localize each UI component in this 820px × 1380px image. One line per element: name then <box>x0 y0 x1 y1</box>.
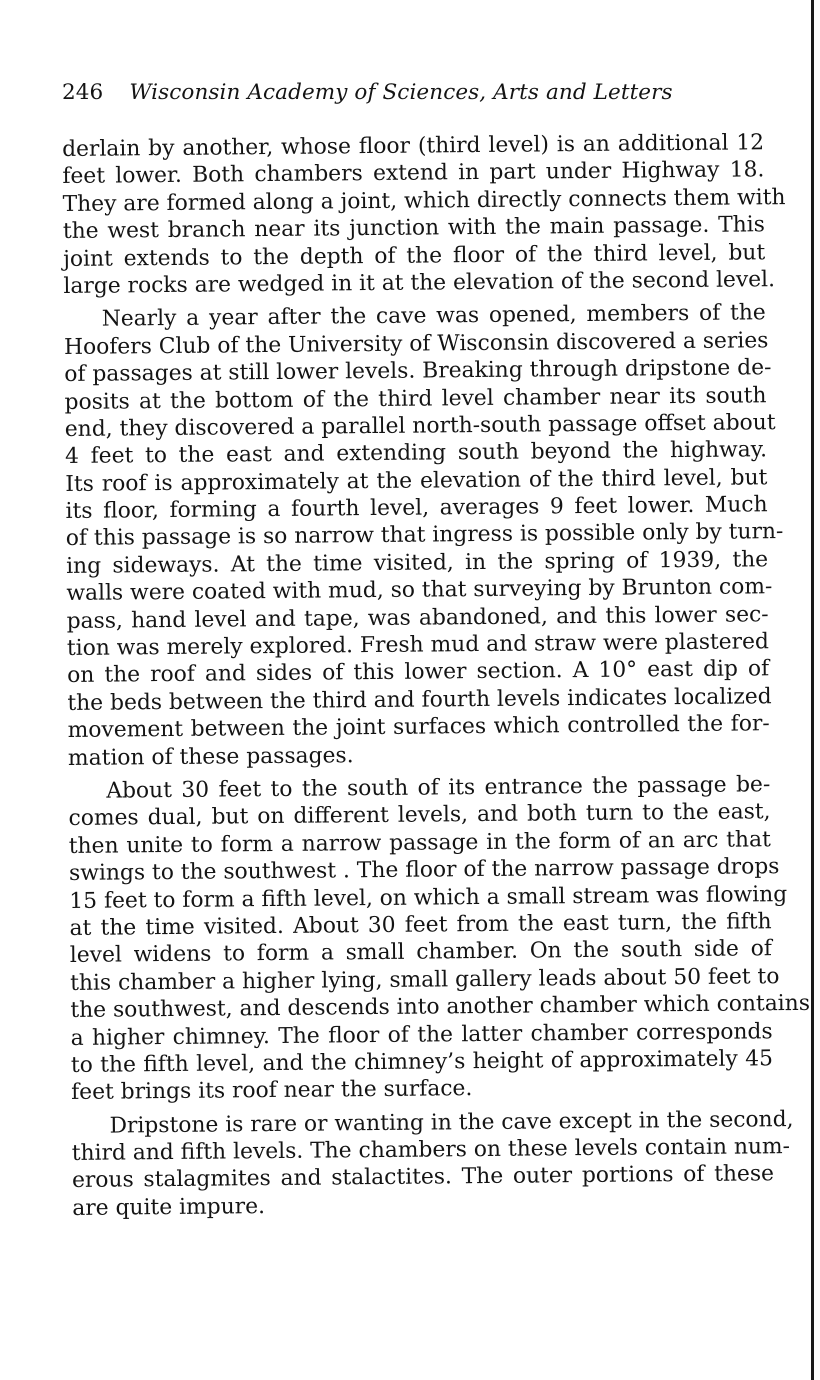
text-line: erous stalagmites and stalactites. The outer portions of these <box>71 1161 775 1194</box>
text-line: ing sideways. At the time visited, in the spring of 1939, the <box>66 547 769 579</box>
text-line: walls were coated with mud, so that surveying by Brunton com- <box>66 574 773 607</box>
text-line: swings to the southwest . The floor of the narrow passage drops <box>68 854 780 887</box>
text-line: Its roof is approximately at the elevation of the third level, but <box>65 464 768 497</box>
page-edge <box>811 0 814 1380</box>
text-line: at the time visited. About 30 feet from the east turn, the fifth <box>69 909 772 941</box>
text-line: pass, hand level and tape, was abandoned, and this lower sec- <box>66 601 769 634</box>
text-line: large rocks are wedged in it at the elevation of the second level. <box>63 267 776 299</box>
paragraph <box>63 300 784 772</box>
text-line: level widens to form a small chamber. On the south side of <box>69 936 772 969</box>
text-line: the west branch near its junction with the main passage. This <box>62 212 766 245</box>
page-number: 246 <box>62 80 104 105</box>
text-line: comes dual, but on different levels, and both turn to the east, <box>68 799 771 832</box>
text-line: posits at the bottom of the third level chamber near its south <box>64 382 767 415</box>
text-line: to the fifth level, and the chimney’s height of approximately 45 <box>70 1046 774 1078</box>
text-line: 15 feet to form a fifth level, on which a small stream was flowing <box>69 881 788 914</box>
text-line: Nearly a year after the cave was opened, members of the <box>101 300 766 332</box>
text-line: a higher chimney. The floor of the latter chamber corresponds <box>70 1018 773 1051</box>
text-line: of this passage is so narrow that ingress is possible only by turn- <box>65 519 784 552</box>
text-line: derlain by another, whose floor (third level) is an additional 12 <box>62 130 765 162</box>
body-text <box>62 129 811 1222</box>
paragraph <box>62 129 786 300</box>
text-line: third and fifth levels. The chambers on these levels contain num- <box>71 1134 791 1167</box>
text-line: this chamber a higher lying, small gallery leads about 50 feet to <box>70 963 780 996</box>
text-line: on the roof and sides of this lower section. A 10° east dip of <box>67 656 770 689</box>
paragraph <box>68 771 811 1106</box>
text-line: Dripstone is rare or wanting in the cave except in the second, <box>109 1106 794 1139</box>
text-line: joint extends to the depth of the floor of the third level, but <box>63 239 766 272</box>
journal-title: Wisconsin Academy of Sciences, Arts and Letters <box>129 80 673 105</box>
text-line: Hoofers Club of the University of Wisconsin discovered a series <box>63 327 769 360</box>
paragraph <box>71 1106 794 1222</box>
text-line: end, they discovered a parallel north-south passage offset about <box>64 410 776 442</box>
text-line: its floor, forming a fourth level, averages 9 feet lower. Much <box>65 492 768 525</box>
text-line: About 30 feet to the south of its entrance the passage be- <box>106 772 771 804</box>
text-line: 4 feet to the east and extending south beyond the highway. <box>64 437 768 470</box>
text-line: tion was merely explored. Fresh mud and straw were plastered <box>66 629 770 662</box>
text-line: of passages at still lower levels. Breaking through dripstone de- <box>64 355 772 388</box>
text-line: are quite impure. <box>72 1193 266 1221</box>
running-head <box>62 80 673 105</box>
text-line: feet lower. Both chambers extend in part under Highway 18. <box>62 157 765 190</box>
text-line: They are formed along a joint, which directly connects them with <box>62 184 786 217</box>
text-line: feet brings its roof near the surface. <box>71 1076 473 1106</box>
text-line: the southwest, and descends into another chamber which contains <box>70 990 811 1024</box>
text-line: mation of these passages. <box>67 742 354 771</box>
text-line: the beds between the third and fourth levels indicates localized <box>67 684 772 716</box>
text-line: then unite to form a narrow passage in the form of an arc that <box>68 826 771 859</box>
text-line: movement between the joint surfaces which controlled the for- <box>67 711 770 744</box>
